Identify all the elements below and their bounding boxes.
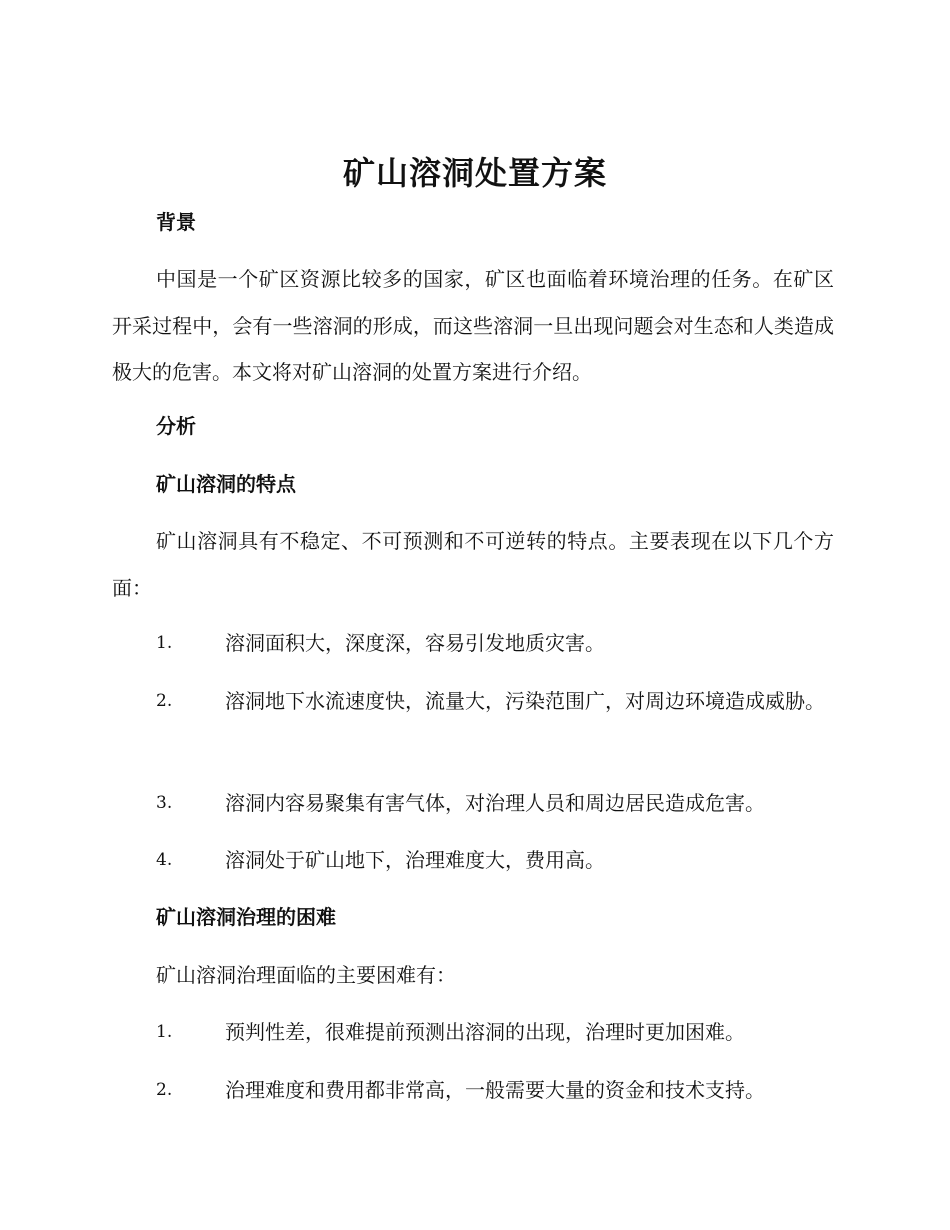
difficulties-intro-paragraph: 矿山溶洞治理面临的主要困难有：	[156, 963, 456, 987]
list-item	[112, 1064, 834, 1116]
list-item-number: 2.	[156, 1080, 173, 1100]
section-heading-analysis: 分析	[156, 414, 196, 438]
document-title: 矿山溶洞处置方案	[342, 154, 607, 192]
list-item-text: 治理难度和费用都非常高，一般需要大量的资金和技术支持。	[225, 1078, 765, 1102]
section-heading-background: 背景	[156, 210, 196, 234]
list-item	[112, 1006, 834, 1058]
subsection-heading-difficulties: 矿山溶洞治理的困难	[156, 905, 336, 929]
background-paragraph: 中国是一个矿区资源比较多的国家，矿区也面临着环境治理的任务。在矿区开采过程中，会有一些溶洞的形成，而这些溶洞一旦出现问题会对生态和人类造成极大的危害。本文将对矿山溶洞的处置方案进行介绍。	[112, 267, 834, 384]
list-item-text: 溶洞处于矿山地下，治理难度大，费用高。	[225, 848, 605, 872]
list-item	[112, 777, 834, 829]
list-item-number: 3.	[156, 793, 173, 813]
list-item-text: 预判性差，很难提前预测出溶洞的出现，治理时更加困难。	[225, 1020, 745, 1044]
features-intro-paragraph: 矿山溶洞具有不稳定、不可预测和不可逆转的特点。主要表现在以下几个方面：	[112, 529, 834, 600]
list-item-text: 溶洞面积大，深度深，容易引发地质灾害。	[225, 631, 605, 655]
list-item	[112, 834, 834, 886]
subsection-heading-features: 矿山溶洞的特点	[156, 472, 296, 496]
list-item	[112, 675, 834, 727]
list-item-number: 4.	[156, 850, 173, 870]
list-item-number: 1.	[156, 1022, 173, 1042]
list-item-text: 溶洞地下水流速度快，流量大，污染范围广，对周边环境造成威胁。	[225, 689, 825, 713]
list-item	[112, 617, 834, 669]
list-item-number: 1.	[156, 633, 173, 653]
list-item-text: 溶洞内容易聚集有害气体，对治理人员和周边居民造成危害。	[225, 791, 765, 815]
list-item-number: 2.	[156, 691, 173, 711]
